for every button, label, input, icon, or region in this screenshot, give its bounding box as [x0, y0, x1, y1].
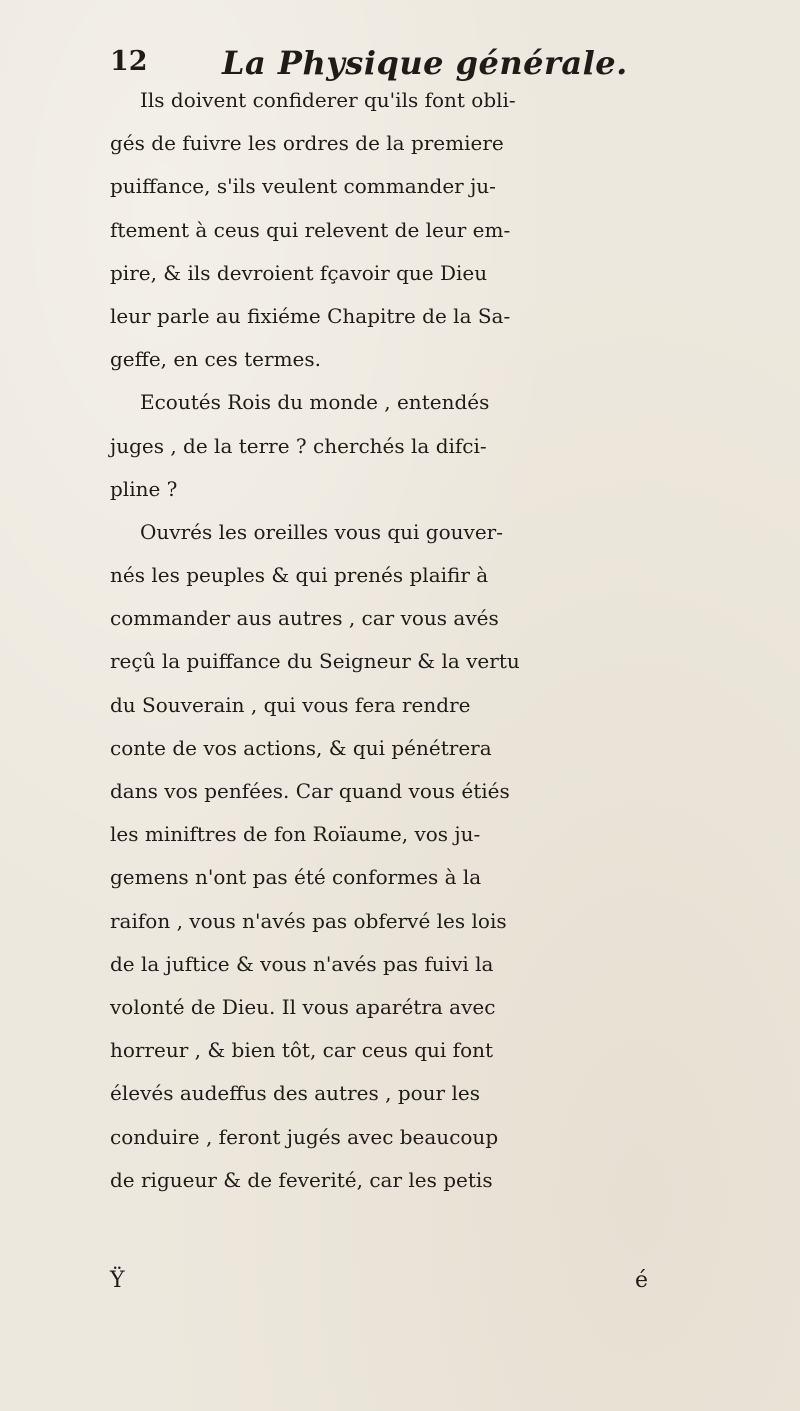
text-line: commander aus autres , car vous avés: [110, 606, 499, 631]
catchword: é: [635, 1268, 649, 1293]
text-line: nés les peuples & qui prenés plaifir à: [110, 563, 489, 588]
text-line: leur parle au fixiéme Chapitre de la Sa-: [110, 303, 511, 328]
text-line: les miniftres de fon Roïaume, vos ju-: [110, 822, 481, 847]
text-line: puiffance, s'ils veulent commander ju-: [110, 174, 496, 199]
page-header: [110, 46, 730, 82]
text-line: Ouvrés les oreilles vous qui gouver-: [140, 519, 503, 544]
text-line: de rigueur & de feverité, car les petis: [110, 1167, 493, 1192]
text-line: reçû la puiffance du Seigneur & la vertu: [110, 649, 520, 674]
text-line: dans vos penfées. Car quand vous étiés: [110, 779, 510, 803]
body-text: [110, 79, 760, 1202]
signature-mark: Ÿ: [110, 1268, 125, 1293]
text-line: gés de fuivre les ordres de la premiere: [110, 131, 504, 156]
text-line: de la juftice & vous n'avés pas fuivi la: [110, 951, 494, 976]
text-line: gemens n'ont pas été conformes à la: [110, 865, 482, 890]
text-line: pline ?: [110, 476, 178, 501]
text-line: Ecoutés Rois du monde , entendés: [140, 390, 490, 415]
text-line: du Souverain , qui vous fera rendre: [110, 692, 471, 717]
text-line: conte de vos actions, & qui pénétrera: [110, 735, 492, 760]
page-number: 12: [110, 46, 148, 77]
running-title: La Physique générale.: [222, 44, 628, 82]
page-footer: [110, 1268, 760, 1298]
text-line: geffe, en ces termes.: [110, 347, 321, 372]
text-line: élevés audeffus des autres , pour les: [110, 1081, 480, 1106]
text-line: horreur , & bien tôt, car ceus qui font: [110, 1038, 494, 1063]
text-line: pire, & ils devroient fçavoir que Dieu: [110, 260, 488, 285]
text-line: juges , de la terre ? cherchés la difci-: [110, 433, 487, 458]
text-line: volonté de Dieu. Il vous aparétra avec: [110, 994, 496, 1019]
text-line: conduire , feront jugés avec beaucoup: [110, 1124, 499, 1149]
text-line: ftement à ceus qui relevent de leur em-: [110, 217, 511, 242]
text-line: raifon , vous n'avés pas obfervé les lois: [110, 908, 507, 933]
text-line: Ils doivent confiderer qu'ils font obli-: [140, 88, 516, 112]
